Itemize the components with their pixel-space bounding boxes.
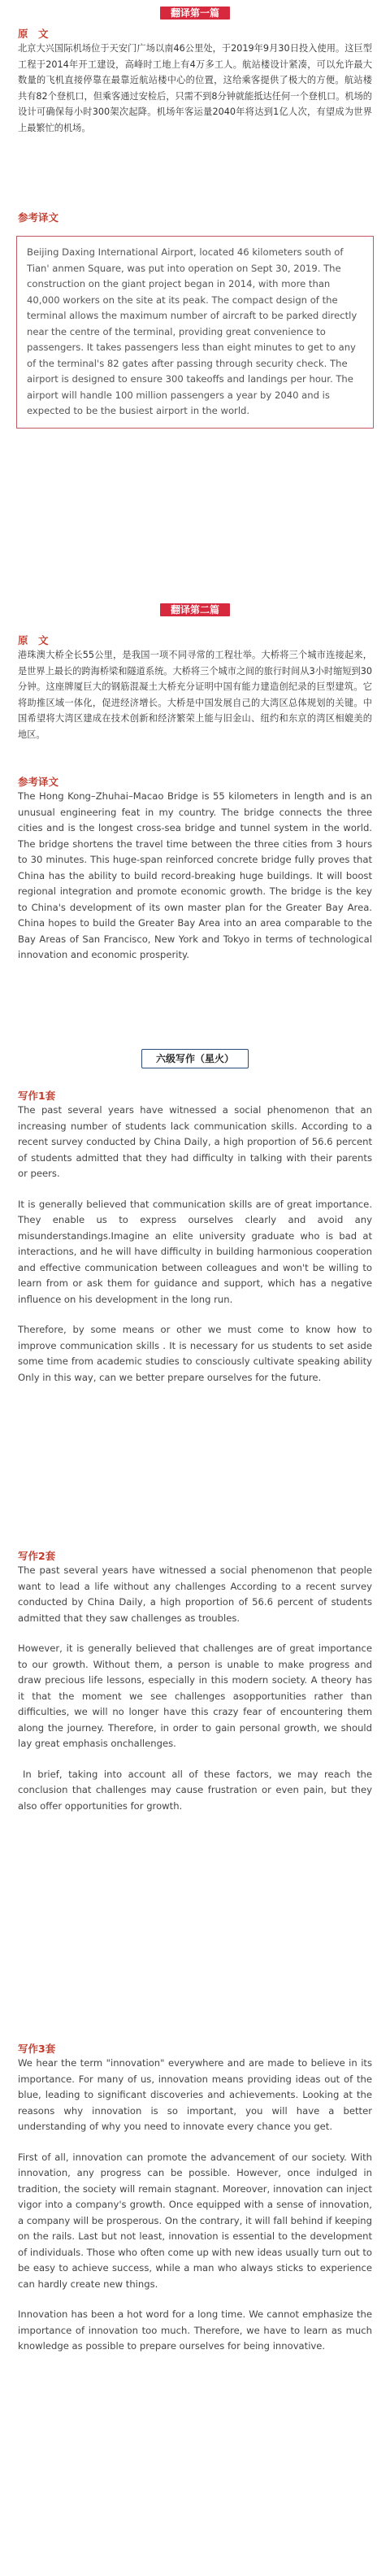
- t1-reference-heading: 参考译文: [18, 211, 59, 224]
- essay-3: [18, 2041, 372, 2355]
- essay-2-heading: 写作2套: [18, 1550, 56, 1562]
- t2-source-heading: 原 文: [18, 634, 49, 646]
- t1-reference-heading-wrap: [18, 210, 372, 224]
- section-badge-translation-2: 翻译第二篇: [160, 603, 230, 616]
- essay-1: [18, 1088, 372, 1386]
- essay-2-para-3: In brief, taking into account all of these factors, we may reach the conclusion that challenges may cause frustration or even pain, but they also offer opportunities for growth.: [18, 1768, 372, 1812]
- essay-1-para-2: It is generally believed that communication skills are of great importance. They enable us to express ourselves clearly and avoid any misunderstandings.Imagine an elite university graduate who is bad at interactions, and he will have difficulty in building harmonious cooperation and effective communication between colleagues and won't be willing to learn from or ask them for guidance and support, which has a negative influence on his development in the long run.: [18, 1198, 372, 1305]
- essay-3-para-1: We hear the term "innovation" everywhere and are made to believe in its importance. For many of us, innovation means providing ideas out of the blue, leading to significant discoveries and achievements. Looking at the reasons why innovation is so important, you will have a better understanding of why you need to innovate every chance you get.: [18, 2057, 372, 2132]
- writing-title-wrap: [0, 1049, 390, 1068]
- essay-2-para-1: The past several years have witnessed a social phenomenon that people want to lead a life without any challenges According to a recent survey conducted by China Daily, a high proportion of 56.6 percent of students admitted that they saw challenges as troubles.: [18, 1564, 372, 1624]
- t1-source: [18, 26, 372, 136]
- t1-source-text: 北京大兴国际机场位于天安门广场以南46公里处，于2019年9月30日投入使用。这巨型工程于2014年开工建设，高峰时工地上有4万多工人。航站楼设计紧凑，可以允许最大数量的飞机直接停靠在最靠近航站楼中心的位置，这给乘客提供了极大的方便。航站楼共有82个登机口，但乘客通过安检后，只需不到8分钟就能抵达任何一个登机口。机场的设计可确保每小时300架次起降。机场年客运量2040年将达到1亿人次，有望成为世界上最繁忙的机场。: [18, 43, 372, 133]
- section-badge-2-wrap: [0, 603, 390, 616]
- essay-3-para-2: First of all, innovation can promote the advancement of our society. With innovation, any progress can be possible. However, once indulged in tradition, the society will remain stagnant. Moreover, innovation can inject vigor into a company's growth. Once equipped with a sense of innovation, a company will be prosperous. On the contrary, it will fall behind if keeping on the rails. Last but not least, innovation is essential to the development of individuals. Those who often come up with new ideas usually turn out to be easy to achieve success, while a man who always sticks to experience can hardly create new things.: [18, 2151, 372, 2290]
- t1-source-heading: 原 文: [18, 28, 49, 40]
- section-badge-translation-1: 翻译第一篇: [160, 7, 230, 20]
- essay-3-heading: 写作3套: [18, 2043, 56, 2055]
- essay-1-para-3: Therefore, by some means or other we must come to know how to improve communication skills . It is necessary for us students to set aside some time from academic studies to consciously cultivate speaking ability Only in this way, can we better prepare ourselves for the future.: [18, 1324, 372, 1383]
- essay-1-para-1: The past several years have witnessed a social phenomenon that an increasing number of students lack communication skills. According to a recent survey conducted by China Daily, a high proportion of 56.6 percent of students admitted that they had difficulty in talking with their parents or peers.: [18, 1104, 372, 1179]
- t1-reference-box: Beijing Daxing International Airport, located 46 kilometers south of Tian' anmen Square, was put into operation on Sept 30, 2019. The construction on the giant project began in 2014, with more than 40,000 workers on the site at its peak. The compact design of the terminal allows the maximum number of aircraft to be parked directly near the centre of the terminal, providing great convenience to passengers. It takes passengers less than eight minutes to get to any of the terminal's 82 gates after passing through security check. The airport is designed to ensure 300 takeoffs and landings per hour. The airport will handle 100 million passengers a year by 2040 and is expected to be the busiest airport in the world.: [16, 236, 374, 429]
- essay-2: [18, 1548, 372, 1814]
- t2-reference-text: The Hong Kong–Zhuhai–Macao Bridge is 55 kilometers in length and is an unusual engineering feat in my country. The bridge connects the three cities and is the longest cross-sea bridge and tunnel system in the world. The bridge shortens the travel time between the three cities from 3 hours to 30 minutes. This huge-span reinforced concrete bridge fully proves that China has the ability to build record-breaking huge buildings. It will boost regional integration and promote economic growth. The bridge is the key to China's development of its own master plan for the Greater Bay Area. China hopes to build the Greater Bay Area into an area comparable to the Bay Areas of San Francisco, New York and Tokyo in terms of technological innovation and economic prosperity.: [18, 790, 372, 960]
- t2-reference-heading: 参考译文: [18, 776, 59, 788]
- essay-3-para-3: Innovation has been a hot word for a long time. We cannot emphasize the importance of innovation too much. Therefore, we have to learn as much knowledge as possible to prepare ourselves for being innovative.: [18, 2308, 372, 2352]
- t1-reference-box-wrap: [16, 236, 374, 429]
- essay-1-heading: 写作1套: [18, 1090, 56, 1102]
- essay-2-para-2: However, it is generally believed that challenges are of great importance to our growth. Without them, a person is unable to make progress and draw precious life lessons, especially in this modern society. A theory has it that the moment we see challenges asopportunities rather than difficulties, we will no longer have this crazy fear of encountering them along the journey. Therefore, in order to gain personal growth, we should lay great emphasis onchallenges.: [18, 1643, 372, 1749]
- t2-source: [18, 633, 372, 742]
- writing-title: 六级写作（星火）: [141, 1049, 249, 1068]
- t2-source-text: 港珠澳大桥全长55公里，是我国一项不同寻常的工程壮举。大桥将三个城市连接起来，是世界上最长的跨海桥梁和隧道系统。大桥将三个城市之间的旅行时间从3小时缩短到30分钟。这座牌厦巨大的钢筋混凝土大桥充分证明中国有能力建造创纪录的巨型建筑。它将助推区域一体化，促进经济增长。大桥是中国发展自己的大湾区总体规划的关键。中国希望将大湾区建成在技术创新和经济繁荣上能与旧金山、纽约和东京的湾区相媲美的地区。: [18, 650, 372, 740]
- section-badge-1-wrap: [0, 7, 390, 20]
- t2-reference: [18, 774, 372, 964]
